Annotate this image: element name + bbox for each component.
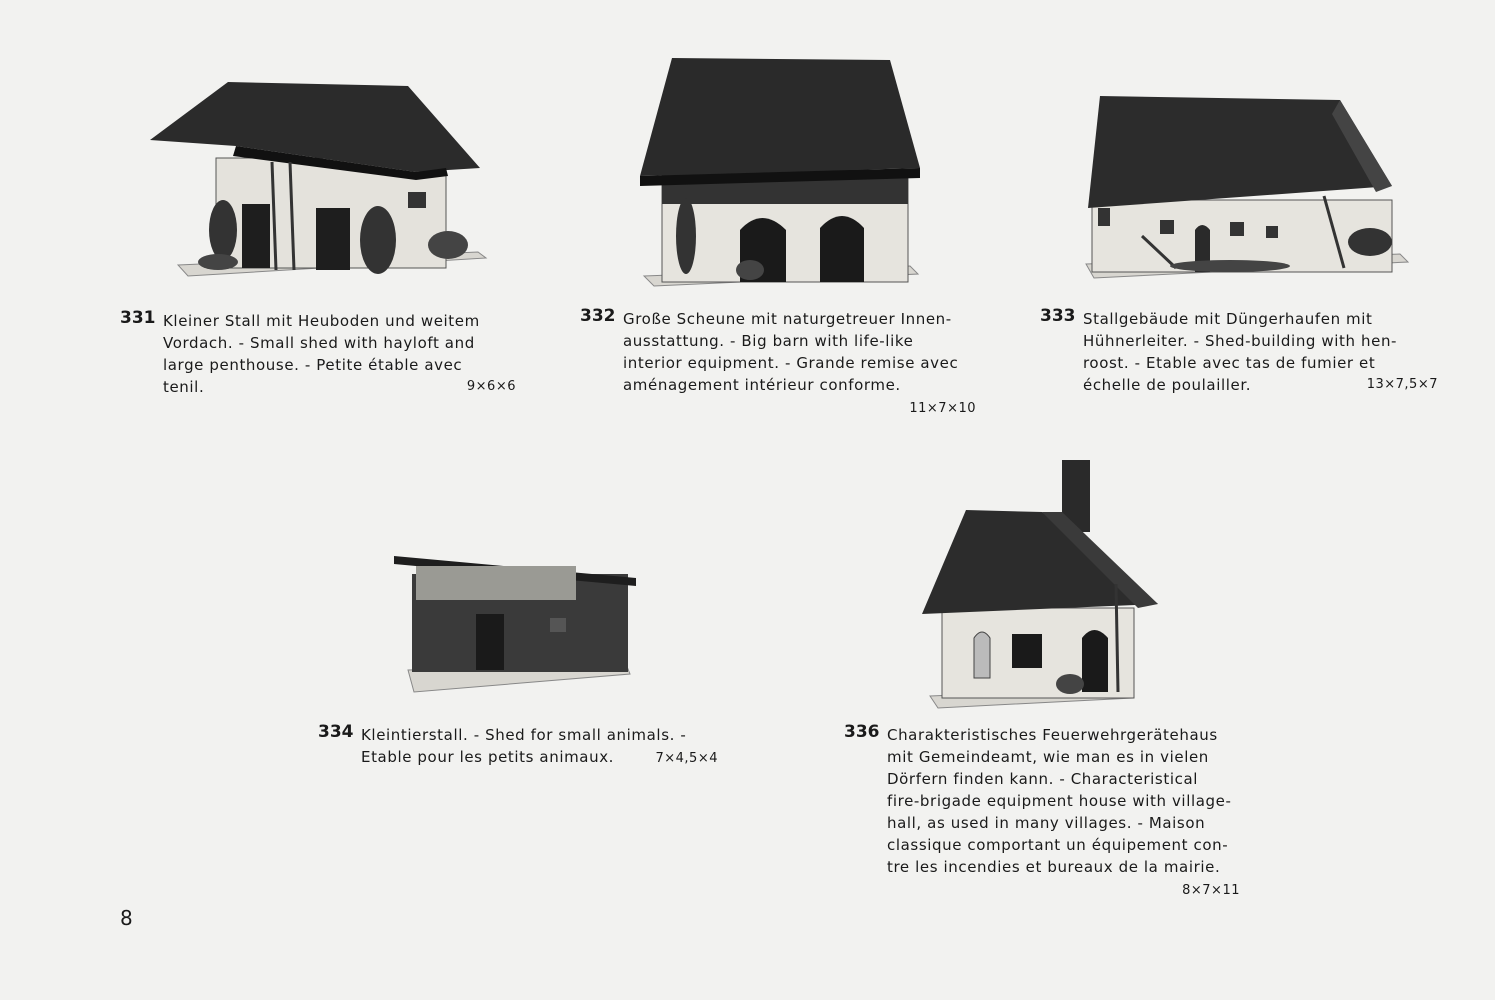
description-line: roost. - Etable avec tas de fumier et — [1083, 354, 1376, 372]
item-dimensions: 11×7×10 — [909, 401, 976, 416]
description-line: échelle de poulailler. — [1083, 376, 1252, 394]
description-line: tre les incendies et bureaux de la mairie. — [887, 858, 1221, 876]
item-dimensions: 7×4,5×4 — [655, 751, 718, 766]
item-number: 332 — [580, 306, 616, 326]
item-number: 336 — [844, 722, 880, 742]
item-dimensions: 9×6×6 — [466, 379, 516, 394]
fire-station-photo — [922, 456, 1162, 714]
item-number: 331 — [120, 308, 156, 328]
small-shed-photo — [148, 80, 488, 285]
page-number: 8 — [120, 906, 133, 930]
description-line: Kleiner Stall mit Heuboden und weitem — [163, 312, 480, 330]
description-line: ausstattung. - Big barn with life-like — [623, 332, 914, 350]
item-332 — [580, 306, 976, 416]
description-line: Große Scheune mit naturgetreuer Innen- — [623, 310, 952, 328]
item-number: 334 — [318, 722, 354, 742]
item-number: 333 — [1040, 306, 1076, 326]
description-line: aménagement intérieur conforme. — [623, 376, 901, 394]
item-description — [163, 310, 516, 398]
description-line: Dörfern finden kann. - Characteristical — [887, 770, 1198, 788]
description-line: Vordach. - Small shed with hayloft and — [163, 334, 475, 352]
item-334 — [318, 724, 718, 768]
item-333 — [1040, 308, 1438, 396]
small-animal-shed-photo — [394, 552, 638, 698]
item-description — [623, 308, 976, 396]
description-line: classique comportant un équipement con- — [887, 836, 1229, 854]
item-description — [887, 724, 1240, 878]
description-line: mit Gemeindeamt, wie man es in vielen — [887, 748, 1209, 766]
item-dimensions: 13×7,5×7 — [1366, 377, 1438, 392]
description-line: Etable pour les petits animaux. — [361, 748, 615, 766]
description-line: interior equipment. - Grande remise avec — [623, 354, 959, 372]
description-line: large penthouse. - Petite étable avec — [163, 356, 463, 374]
item-331 — [120, 310, 516, 398]
description-line: Kleintierstall. - Shed for small animals. - — [361, 726, 687, 744]
description-line: fire-brigade equipment house with village- — [887, 792, 1232, 810]
shed-building-photo — [1080, 96, 1412, 290]
description-line: hall, as used in many villages. - Maison — [887, 814, 1206, 832]
description-line: Hühnerleiter. - Shed-building with hen- — [1083, 332, 1398, 350]
big-barn-photo — [640, 58, 922, 290]
item-dimensions: 8×7×11 — [1182, 883, 1240, 898]
description-line: tenil. — [163, 378, 205, 396]
item-336 — [844, 722, 1240, 898]
description-line: Stallgebäude mit Düngerhaufen mit — [1083, 310, 1373, 328]
description-line: Charakteristisches Feuerwehrgerätehaus — [887, 726, 1218, 744]
